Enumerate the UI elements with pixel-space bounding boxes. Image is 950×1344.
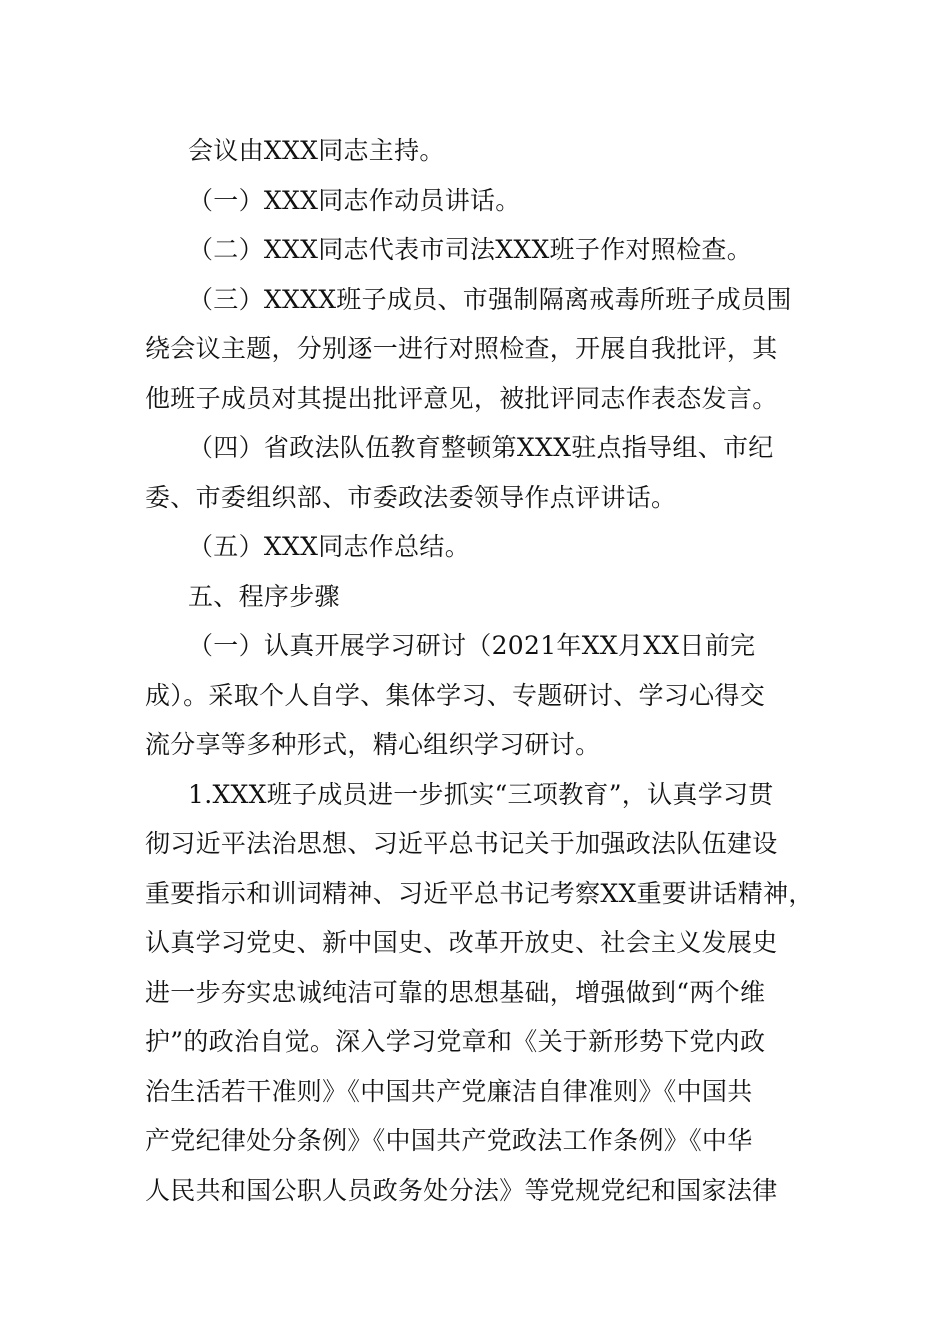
text-line: 重要指示和训词精神、习近平总书记考察XX重要讲话精神，: [145, 879, 814, 908]
text-line: 委、市委组织部、市委政法委领导作点评讲话。: [145, 483, 677, 512]
text-line: 护”的政治自觉。深入学习党章和《关于新形势下党内政: [145, 1027, 766, 1056]
text-line: 产党纪律处分条例》《中国共产党政法工作条例》《中华: [145, 1126, 753, 1155]
text-line: 会议由XXX同志主持。: [188, 136, 445, 165]
text-line: （一）XXX同志作动员讲话。: [188, 186, 521, 215]
text-line: 1.XXX班子成员进一步抓实“三项教育”，认真学习贯: [188, 780, 774, 809]
text-line: 成）。采取个人自学、集体学习、专题研讨、学习心得交: [145, 681, 766, 710]
text-line: 人民共和国公职人员政务处分法》等党规党纪和国家法律: [145, 1176, 778, 1205]
text-line: （四）省政法队伍教育整顿第XXX驻点指导组、市纪: [188, 433, 774, 462]
text-line: 治生活若干准则》《中国共产党廉洁自律准则》《中国共: [145, 1077, 753, 1106]
text-line: 彻习近平法治思想、习近平总书记关于加强政法队伍建设: [145, 829, 778, 858]
text-line: （二）XXX同志代表市司法XXX班子作对照检查。: [188, 235, 752, 264]
text-line: （五）XXX同志作总结。: [188, 532, 470, 561]
section-heading: 五、程序步骤: [188, 582, 340, 611]
text-line: （一）认真开展学习研讨（2021年XX月XX日前完: [188, 631, 756, 660]
text-line: 绕会议主题，分别逐一进行对照检查，开展自我批评，其: [145, 334, 778, 363]
text-line: 认真学习党史、新中国史、改革开放史、社会主义发展史: [145, 928, 778, 957]
text-line: 进一步夯实忠诚纯洁可靠的思想基础，增强做到“两个维: [145, 978, 766, 1007]
text-line: （三）XXXX班子成员、市强制隔离戒毒所班子成员围: [188, 285, 792, 314]
text-line: 流分享等多种形式，精心组织学习研讨。: [145, 730, 601, 759]
text-line: 他班子成员对其提出批评意见，被批评同志作表态发言。: [145, 384, 778, 413]
